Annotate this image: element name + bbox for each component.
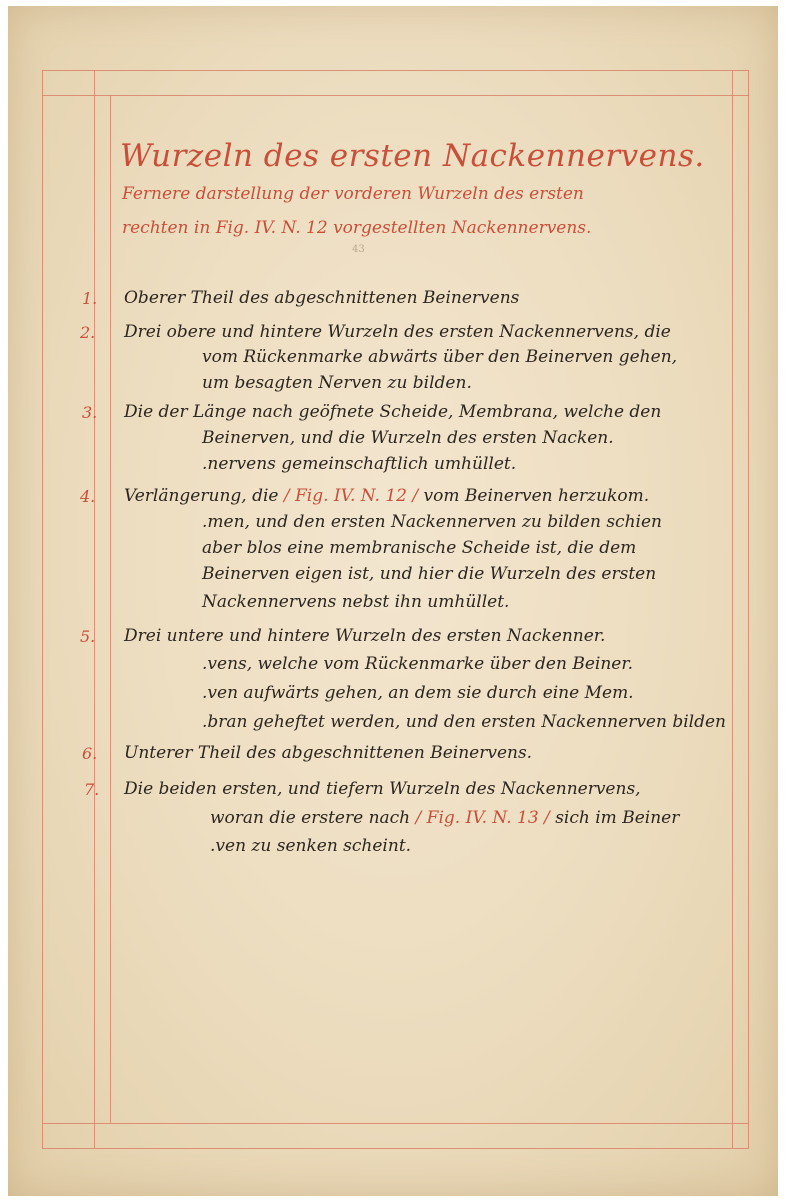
item-2-line-1: Drei obere und hintere Wurzeln des ersten Nackennervens, die <box>124 322 671 342</box>
page-subtitle-line-2: rechten in Fig. IV. N. 12 vorgestellten Nackennervens. <box>122 218 592 238</box>
item-7-line-3: .ven zu senken scheint. <box>210 836 412 856</box>
page-title: Wurzeln des ersten Nackennervens. <box>120 138 705 174</box>
item-7-line-2 <box>210 808 679 828</box>
item-1-line-1: Oberer Theil des abgeschnittenen Beinervens <box>124 288 520 308</box>
frame-rule-outer-left <box>42 70 43 1148</box>
item-5-line-1: Drei untere und hintere Wurzeln des ersten Nackenner. <box>124 626 606 646</box>
figure-reference-fig-iv-n12: / Fig. IV. N. 12 / <box>283 486 419 506</box>
item-4-line-5: Nackennervens nebst ihn umhüllet. <box>202 592 510 612</box>
item-5-line-2: .vens, welche vom Rückenmarke über den Beiner. <box>202 654 634 674</box>
item-2-number: 2. <box>80 323 96 342</box>
item-5-line-4: .bran geheftet werden, und den ersten Nackennerven bilden <box>202 712 726 732</box>
item-1-number: 1. <box>82 289 98 308</box>
page-subtitle-line-1: Fernere darstellung der vorderen Wurzeln des ersten <box>122 184 584 204</box>
item-4-line-4: Beinerven eigen ist, und hier die Wurzeln des ersten <box>202 564 657 584</box>
item-7-line-2-text: woran die erstere nach <box>210 808 411 828</box>
item-3-line-3: .nervens gemeinschaftlich umhüllet. <box>202 454 517 474</box>
item-2-line-2: vom Rückenmarke abwärts über den Beinerven gehen, <box>202 347 678 367</box>
frame-rule-text-left <box>110 95 111 1123</box>
frame-rule-inner-top <box>42 95 749 96</box>
frame-rule-inner-bottom <box>42 1123 749 1124</box>
item-4-line-1-continuation: vom Beinerven herzukom. <box>423 486 650 506</box>
item-4-line-2: .men, und den ersten Nackennerven zu bilden schien <box>202 512 662 532</box>
item-5-line-3: .ven aufwärts gehen, an dem sie durch eine Mem. <box>202 683 634 703</box>
item-4-line-1 <box>124 486 649 506</box>
frame-rule-outer-right <box>748 70 749 1148</box>
frame-rule-inner-right <box>732 70 733 1148</box>
item-4-line-3: aber blos eine membranische Scheide ist, die dem <box>202 538 637 558</box>
item-7-line-2-continuation: sich im Beiner <box>555 808 680 828</box>
item-2-line-3: um besagten Nerven zu bilden. <box>202 373 472 393</box>
item-6-line-1: Unterer Theil des abgeschnittenen Beinervens. <box>124 743 533 763</box>
item-4-number: 4. <box>80 487 96 506</box>
item-7-number: 7. <box>84 780 100 799</box>
item-6-number: 6. <box>82 744 98 763</box>
item-7-line-1: Die beiden ersten, und tiefern Wurzeln des Nackennervens, <box>124 779 641 799</box>
frame-rule-outer-bottom <box>42 1148 749 1149</box>
item-5-number: 5. <box>80 627 96 646</box>
page-number: 43 <box>352 244 365 255</box>
frame-rule-inner-left <box>94 70 95 1148</box>
figure-reference-fig-iv-n13: / Fig. IV. N. 13 / <box>415 808 550 828</box>
item-4-line-1-text: Verlängerung, die <box>124 486 279 506</box>
item-3-line-1: Die der Länge nach geöfnete Scheide, Membrana, welche den <box>124 402 662 422</box>
item-3-line-2: Beinerven, und die Wurzeln des ersten Nacken. <box>202 428 614 448</box>
frame-rule-outer-top <box>42 70 749 71</box>
item-3-number: 3. <box>82 403 98 422</box>
